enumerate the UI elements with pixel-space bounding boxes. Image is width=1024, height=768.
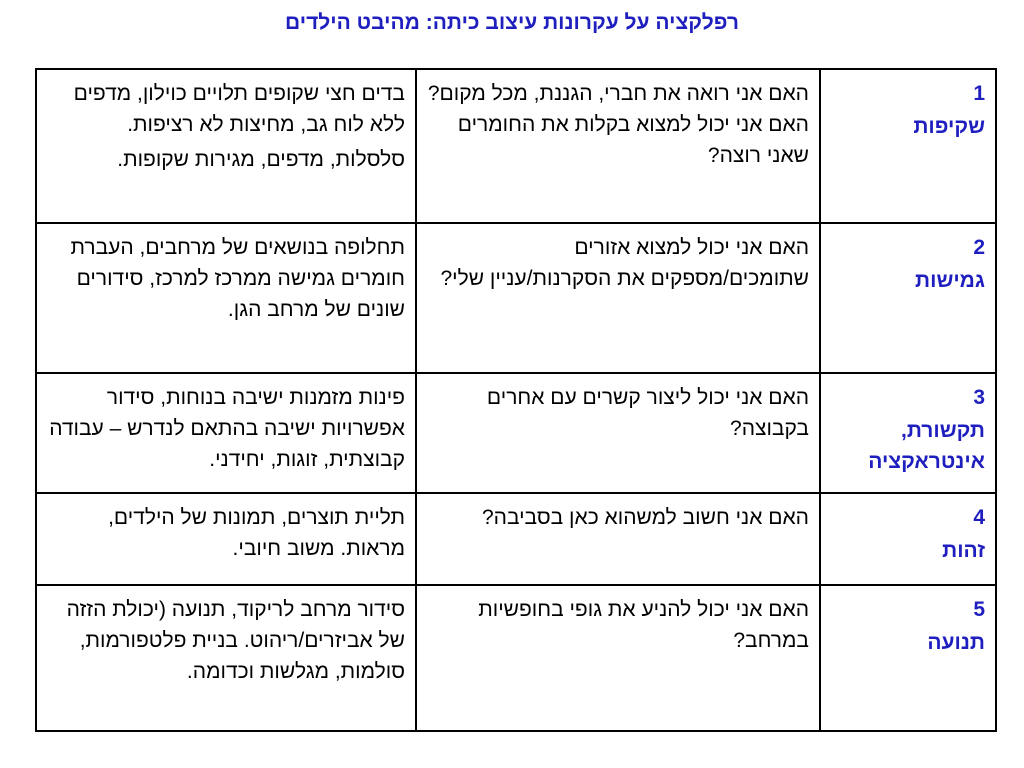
question-cell: האם אני רואה את חברי, הגננת, מכל מקום? האם אני יכול למצוא בקלות את החומרים שאני רוצה? — [416, 69, 820, 223]
table-row — [36, 373, 996, 493]
question-cell: האם אני יכול ליצור קשרים עם אחרים בקבוצה? — [416, 373, 820, 493]
design-cell — [36, 493, 416, 585]
design-text: תחלופה בנושאים של מרחבים, העברת חומרים גמישה ממרכז למרכז, סידורים שונים של מרחב הגן. — [70, 236, 405, 321]
principle-name: תנועה — [927, 631, 985, 654]
design-text: פינות מזמנות ישיבה בנוחות, סידור אפשרויות ישיבה בהתאם לנדרש – עבודה קבוצתית, זוגות, יחידני. — [49, 386, 405, 471]
design-text: תליית תוצרים, תמונות של הילדים, מראות. משוב חיובי. — [108, 506, 405, 560]
principle-number: 2 — [973, 236, 985, 259]
table-row — [36, 493, 996, 585]
design-text: סלסלות, מדפים, מגירות שקופות. — [117, 148, 405, 171]
question-cell: האם אני יכול למצוא אזורים שתומכים/מספקים את הסקרנות/עניין שלי? — [416, 223, 820, 373]
question-cell: האם אני חשוב למשהוא כאן בסביבה? — [416, 493, 820, 585]
design-text: סידור מרחב לריקוד, תנועה (יכולת הזזה של אביזרים/ריהוט. בניית פלטפורמות, סולמות, מגלשות וכדומה. — [66, 598, 405, 683]
design-cell — [36, 373, 416, 493]
principle-cell — [820, 585, 996, 731]
principle-number: 1 — [973, 82, 985, 105]
design-cell — [36, 69, 416, 223]
principles-table — [35, 68, 997, 732]
slide-title-text: רפלקציה על עקרונות עיצוב כיתה: מהיבט הילדים — [285, 11, 739, 34]
principle-cell — [820, 373, 996, 493]
principle-name: שקיפות — [913, 115, 985, 138]
principle-name: תקשורת, אינטראקציה — [868, 419, 985, 473]
design-cell — [36, 585, 416, 731]
principle-cell — [820, 493, 996, 585]
design-text: בדים חצי שקופים תלויים כוילון, מדפים ללא לוח גב, מחיצות לא רציפות. — [73, 82, 405, 136]
principle-number: 4 — [973, 506, 985, 529]
question-cell: האם אני יכול להניע את גופי בחופשיות במרחב? — [416, 585, 820, 731]
design-cell — [36, 223, 416, 373]
principle-name: גמישות — [915, 269, 985, 292]
principle-cell — [820, 69, 996, 223]
table-row — [36, 585, 996, 731]
slide-title — [0, 8, 1024, 38]
table-row — [36, 69, 996, 223]
principle-cell — [820, 223, 996, 373]
principle-name: זהות — [942, 539, 985, 562]
principle-number: 5 — [973, 598, 985, 621]
table-row — [36, 223, 996, 373]
principle-number: 3 — [973, 386, 985, 409]
